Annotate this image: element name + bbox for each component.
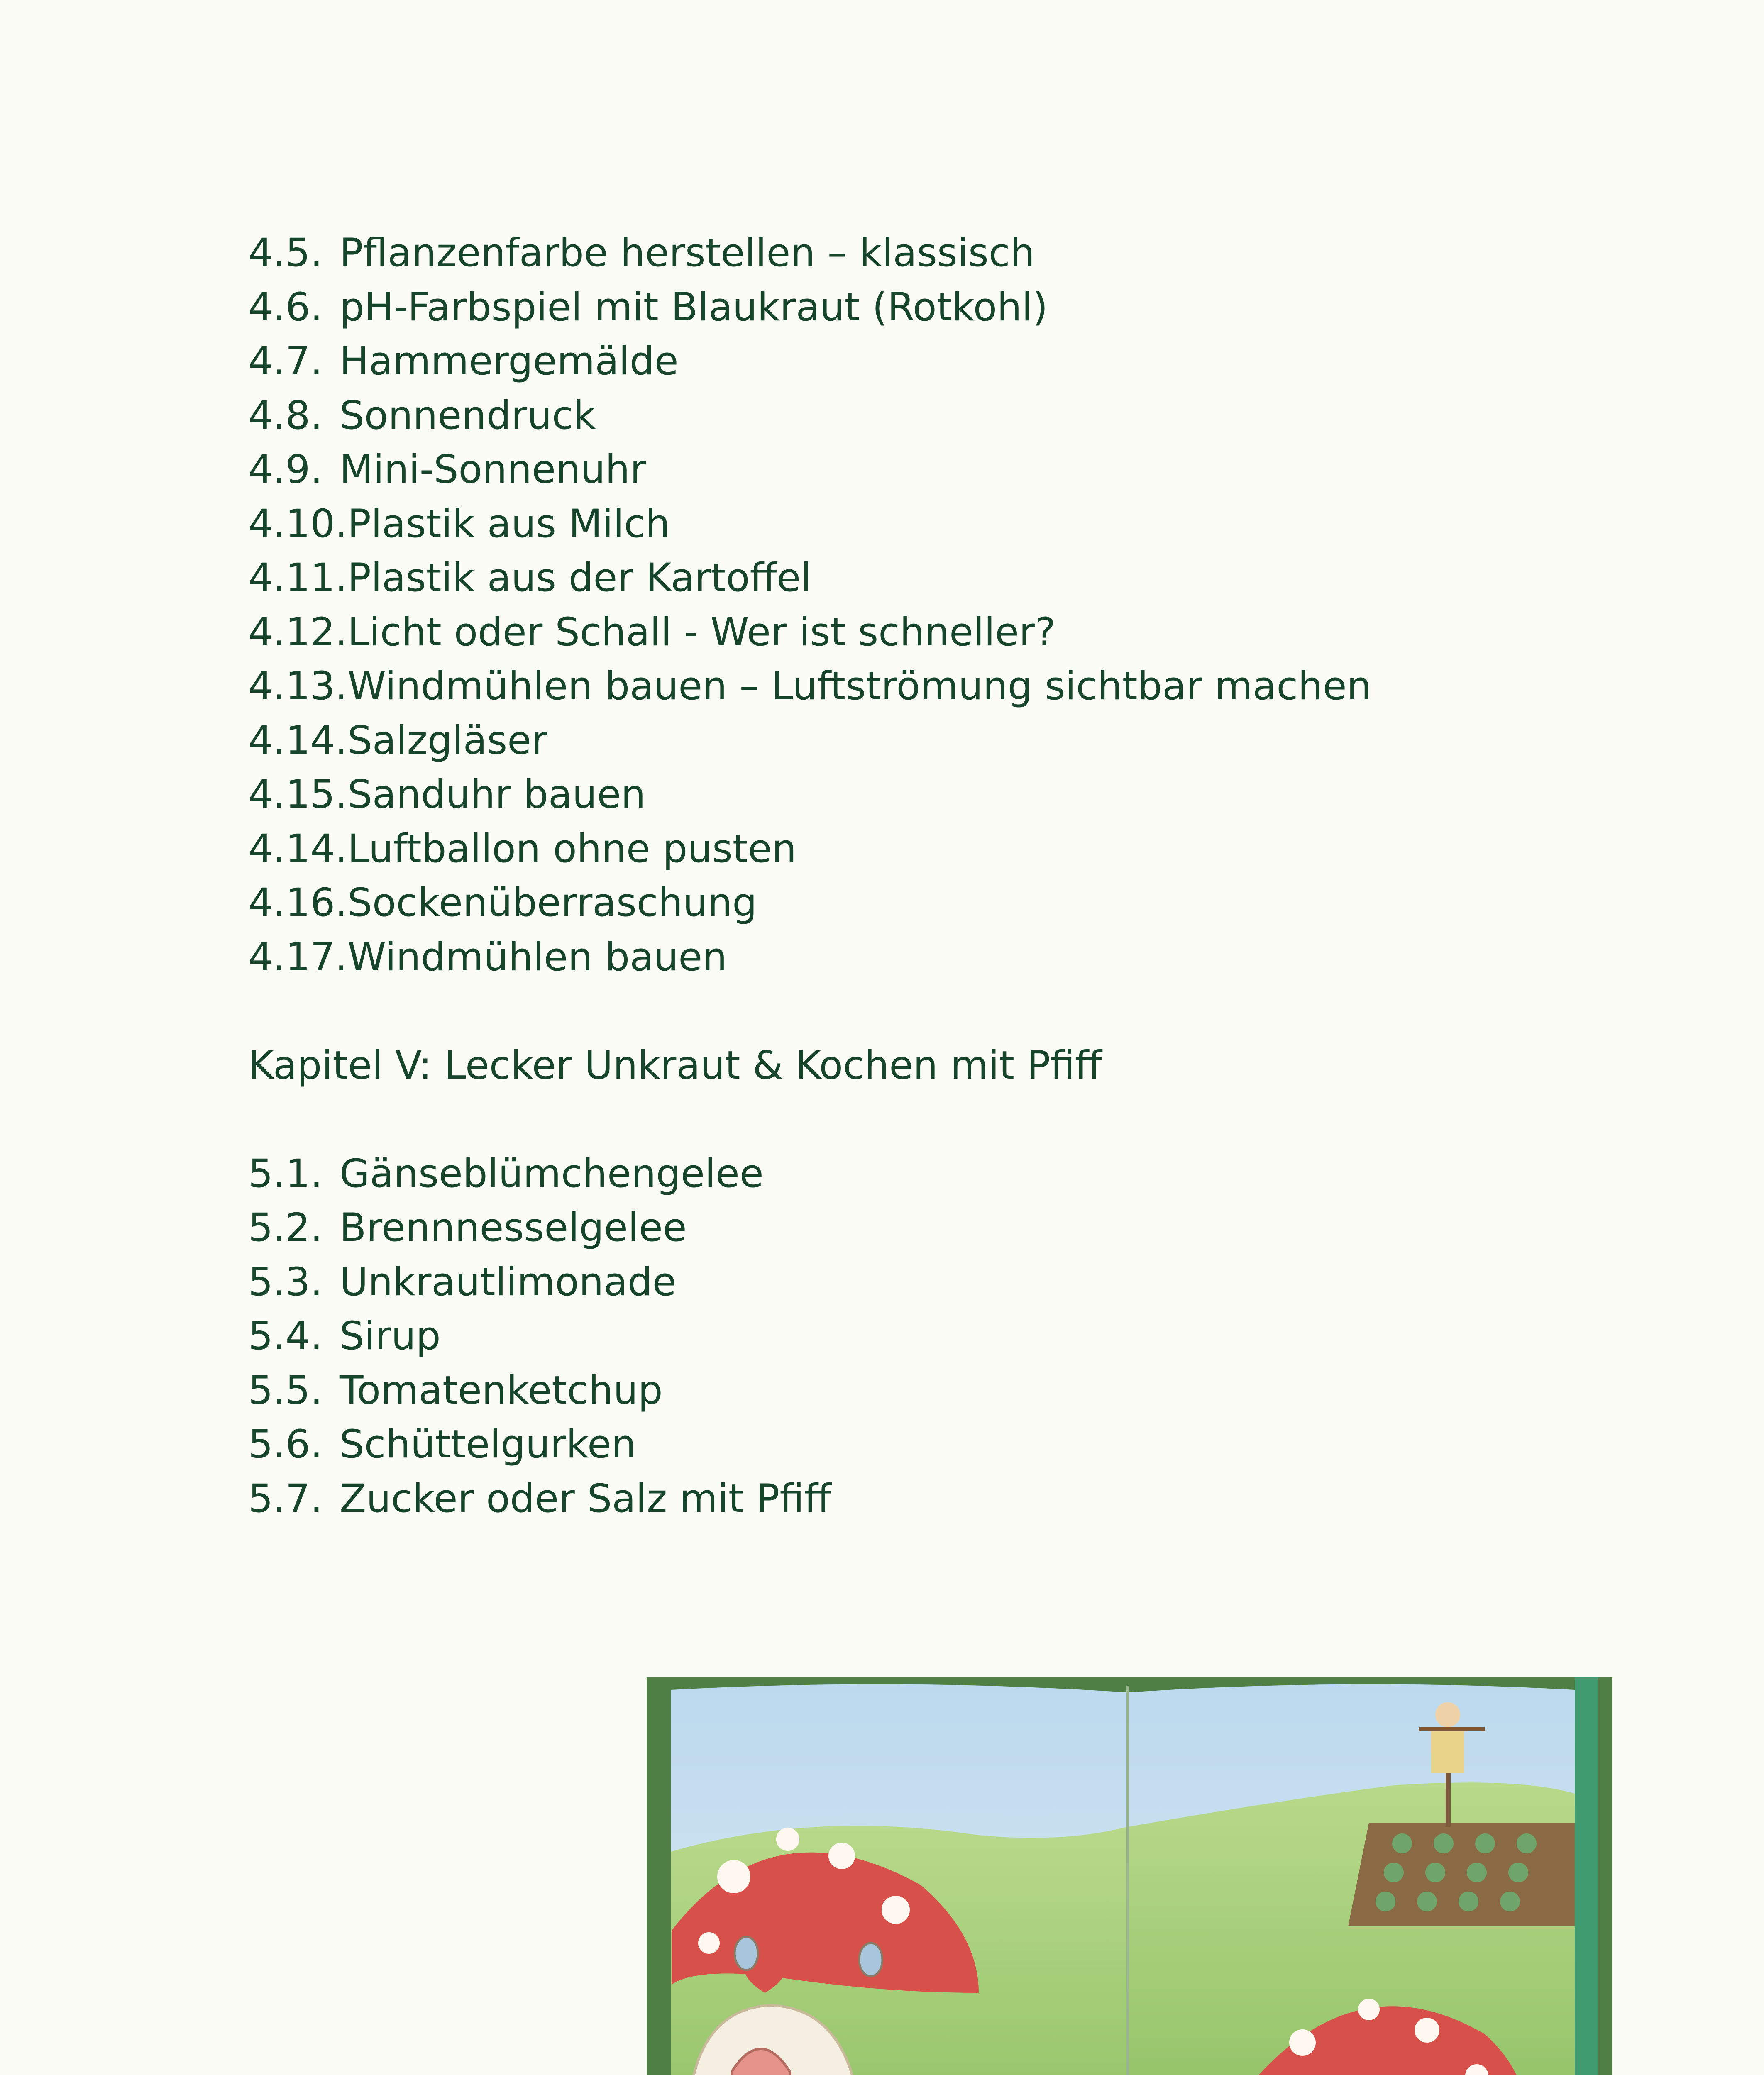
toc-item-number: 4.14.: [248, 826, 348, 872]
toc-item-section-4[interactable]: [248, 659, 1371, 714]
toc-item-title: Salzgläser: [347, 718, 547, 763]
toc-item-title: Schüttelgurken: [340, 1422, 636, 1467]
toc-item-title: Zucker oder Salz mit Pfiff: [340, 1476, 831, 1521]
toc-item-title: Tomatenketchup: [340, 1367, 663, 1413]
toc-item-number: 4.10.: [248, 501, 348, 547]
toc-item-title: Brennnesselgelee: [340, 1205, 687, 1250]
toc-item-section-5[interactable]: [248, 1472, 1371, 1526]
toc-item-number: 4.14.: [248, 718, 348, 763]
toc-item-section-5[interactable]: [248, 1201, 1371, 1255]
left-page: [671, 1684, 1127, 2075]
toc-item-title: Licht oder Schall - Wer ist schneller?: [347, 609, 1056, 655]
toc-item-section-4[interactable]: [248, 281, 1371, 335]
toc-item-title: Sockenüberraschung: [347, 880, 757, 925]
right-page: [1128, 1684, 1575, 2075]
toc-item-section-4[interactable]: [248, 551, 1371, 605]
toc-item-number: 4.13.: [248, 664, 348, 709]
toc-item-number: 4.8.: [248, 393, 323, 438]
toc-item-number: 5.2.: [248, 1205, 323, 1250]
toc-item-section-4[interactable]: [248, 226, 1371, 281]
toc-item-section-4[interactable]: [248, 497, 1371, 552]
toc-item-title: Windmühlen bauen – Luftströmung sichtbar machen: [347, 664, 1372, 709]
toc-item-number: 5.6.: [248, 1422, 323, 1467]
toc-item-number: 5.4.: [248, 1313, 323, 1359]
toc-item-title: Luftballon ohne pusten: [347, 826, 797, 872]
toc-item-section-5[interactable]: [248, 1418, 1371, 1472]
toc-item-title: Sanduhr bauen: [347, 772, 646, 817]
toc-item-section-5[interactable]: [248, 1364, 1371, 1418]
spacer: [248, 984, 1371, 1039]
toc-item-number: 4.11.: [248, 555, 348, 601]
spacer: [248, 1093, 1371, 1147]
toc-item-number: 5.7.: [248, 1476, 323, 1521]
toc-item-section-4[interactable]: [248, 768, 1371, 822]
toc-item-number: 4.15.: [248, 772, 348, 817]
toc-item-section-4[interactable]: [248, 822, 1371, 876]
toc-item-title: Unkrautlimonade: [340, 1259, 677, 1305]
book-cover-edge: [1575, 1677, 1598, 2075]
toc-item-section-5[interactable]: [248, 1255, 1371, 1310]
table-of-contents: [248, 226, 1371, 1526]
toc-item-title: Pflanzenfarbe herstellen – klassisch: [340, 230, 1035, 276]
toc-item-number: 4.5.: [248, 230, 323, 276]
toc-item-section-5[interactable]: [248, 1147, 1371, 1201]
toc-item-title: Plastik aus Milch: [347, 501, 670, 547]
toc-item-title: Gänseblümchengelee: [340, 1151, 764, 1196]
toc-item-number: 4.12.: [248, 609, 348, 655]
toc-item-section-4[interactable]: [248, 443, 1371, 497]
section-4-list: [248, 226, 1371, 984]
toc-item-number: 5.1.: [248, 1151, 323, 1196]
section-5-list: [248, 1147, 1371, 1526]
toc-item-section-4[interactable]: [248, 876, 1371, 930]
toc-item-number: 5.3.: [248, 1259, 323, 1305]
open-book-illustration: [647, 1677, 1612, 2075]
toc-item-section-4[interactable]: [248, 714, 1371, 768]
toc-item-title: pH-Farbspiel mit Blaukraut (Rotkohl): [340, 284, 1048, 330]
toc-item-section-4[interactable]: [248, 334, 1371, 389]
toc-item-number: 5.5.: [248, 1367, 323, 1413]
toc-item-section-4[interactable]: [248, 389, 1371, 443]
toc-item-title: Mini-Sonnenuhr: [340, 447, 646, 492]
toc-item-number: 4.6.: [248, 284, 323, 330]
toc-item-title: Plastik aus der Kartoffel: [347, 555, 812, 601]
toc-item-section-4[interactable]: [248, 605, 1371, 660]
toc-item-number: 4.7.: [248, 339, 323, 384]
toc-item-title: Windmühlen bauen: [347, 934, 727, 980]
toc-item-number: 4.9.: [248, 447, 323, 492]
toc-item-title: Hammergemälde: [340, 339, 679, 384]
chapter-5-heading[interactable]: Kapitel V: Lecker Unkraut & Kochen mit Pfiff: [248, 1042, 1102, 1088]
toc-item-section-4[interactable]: [248, 930, 1371, 985]
toc-item-title: Sonnendruck: [340, 393, 596, 438]
toc-item-number: 4.17.: [248, 934, 348, 980]
toc-item-number: 4.16.: [248, 880, 348, 925]
toc-item-title: Sirup: [340, 1313, 441, 1359]
toc-item-section-5[interactable]: [248, 1309, 1371, 1364]
